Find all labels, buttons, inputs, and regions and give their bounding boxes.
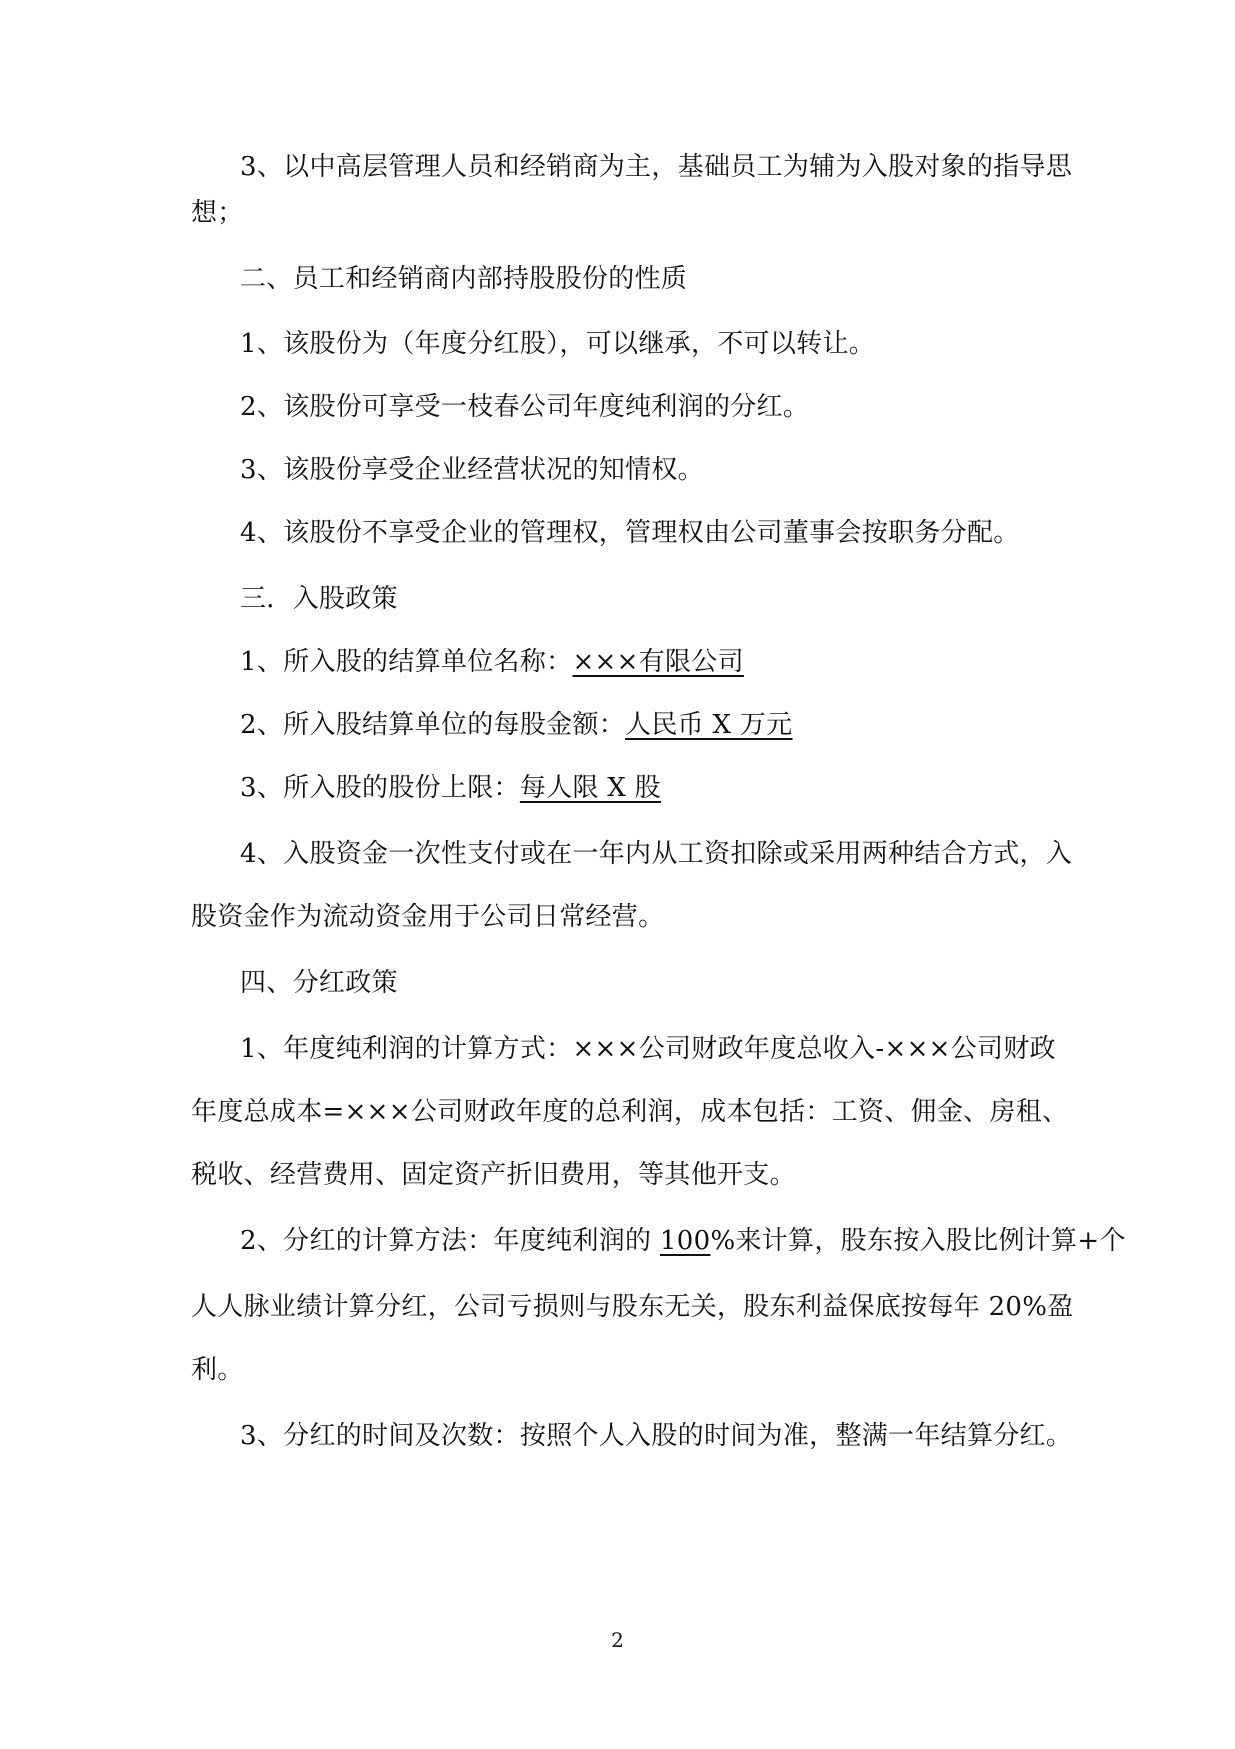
paragraph-line: 股资金作为流动资金用于公司日常经营。 (191, 902, 665, 932)
page-number: 2 (611, 1628, 624, 1652)
paragraph-line: 3、分红的时间及次数：按照个人入股的时间为准，整满一年结算分红。 (240, 1421, 1073, 1451)
policy-label: 3、所入股的股份上限： (240, 773, 520, 803)
list-item: 3、该股份享受企业经营状况的知情权。 (240, 455, 704, 485)
section-heading: 四、分红政策 (240, 968, 398, 998)
paragraph-line: 税收、经营费用、固定资产折旧费用，等其他开支。 (191, 1160, 796, 1190)
paragraph-line: 想； (191, 198, 244, 228)
list-item: 1、该股份为（年度分红股），可以继承，不可以转让。 (240, 329, 876, 359)
list-item: 2、该股份可享受一枝春公司年度纯利润的分红。 (240, 392, 810, 422)
policy-value: 每人限 X 股 (519, 773, 661, 803)
dividend-method-suffix: %来计算，股东按入股比例计算+个 (710, 1226, 1126, 1256)
policy-label: 2、所入股结算单位的每股金额： (240, 710, 626, 740)
paragraph-line: 人人脉业绩计算分红，公司亏损则与股东无关，股东利益保底按每年 20%盈 (191, 1292, 1074, 1322)
policy-item (240, 771, 679, 805)
list-item: 4、该股份不享受企业的管理权，管理权由公司董事会按职务分配。 (240, 518, 1020, 548)
policy-label: 1、所入股的结算单位名称： (240, 647, 573, 677)
section-heading: 二、员工和经销商内部持股股份的性质 (240, 264, 688, 294)
policy-item (240, 645, 744, 679)
paragraph-line (240, 1224, 1126, 1258)
policy-item (240, 708, 793, 742)
policy-value: ×××有限公司 (572, 647, 744, 677)
policy-value: 人民币 X 万元 (625, 710, 793, 740)
paragraph-line: 年度总成本=×××公司财政年度的总利润，成本包括：工资、佣金、房租、 (191, 1097, 1069, 1127)
paragraph-line: 4、入股资金一次性支付或在一年内从工资扣除或采用两种结合方式，入 (240, 839, 1073, 869)
dividend-method-prefix: 2、分红的计算方法：年度纯利润的 (240, 1226, 660, 1256)
dividend-percent: 100 (659, 1226, 711, 1256)
paragraph-line: 利。 (191, 1355, 244, 1385)
paragraph-line: 3、以中高层管理人员和经销商为主，基础员工为辅为入股对象的指导思 (240, 152, 1073, 182)
paragraph-line: 1、年度纯利润的计算方式：×××公司财政年度总收入-×××公司财政 (240, 1034, 1056, 1064)
section-heading: 三．入股政策 (240, 584, 398, 614)
